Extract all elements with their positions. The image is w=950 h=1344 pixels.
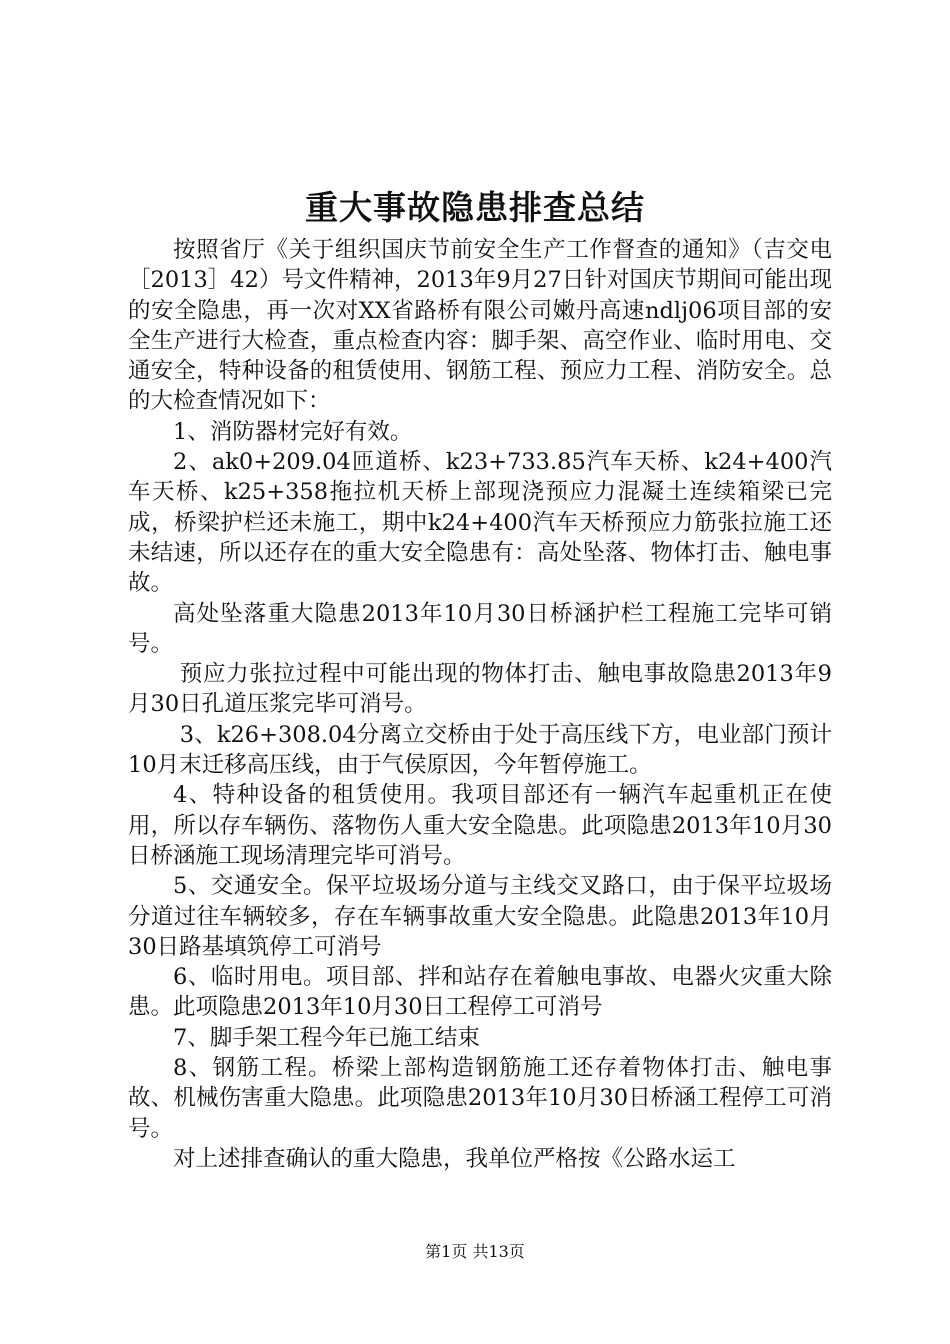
paragraph-fall-hazard: 高处坠落重大隐患2013年10月30日桥涵护栏工程施工完毕可销号。 bbox=[128, 600, 832, 657]
paragraph-item-8: 8、钢筋工程。桥梁上部构造钢筋施工还存着物体打击、触电事故、机械伤害重大隐患。此项隐患2013年10月30日桥涵工程停工可消号。 bbox=[128, 1055, 832, 1142]
paragraph-conclusion: 对上述排查确认的重大隐患，我单位严格按《公路水运工 bbox=[173, 1145, 736, 1172]
paragraph-item-2: 2、ak0+209.04匝道桥、k23+733.85汽车天桥、k24+400汽车天桥、k25+358拖拉机天桥上部现浇预应力混凝土连续箱梁已完成，桥梁护栏还未施工，期中k24+400汽车天桥预应力筋张拉施工还未结速，所以还存在的重大安全隐患有：高处坠落、物体打击、触电事故。 bbox=[128, 449, 832, 597]
document-body bbox=[128, 235, 832, 1174]
paragraph-item-4: 4、特种设备的租赁使用。我项目部还有一辆汽车起重机正在使用，所以存车辆伤、落物伤人重大安全隐患。此项隐患2013年10月30日桥涵施工现场清理完毕可消号。 bbox=[128, 782, 832, 869]
paragraph-item-6: 6、临时用电。项目部、拌和站存在着触电事故、电器火灾重大除患。此项隐患2013年10月30日工程停工可消号 bbox=[128, 964, 832, 1021]
paragraph-prestress-hazard: 预应力张拉过程中可能出现的物体打击、触电事故隐患2013年9月30日孔道压浆完毕可消号。 bbox=[128, 661, 832, 718]
paragraph-item-7: 7、脚手架工程今年已施工结束 bbox=[173, 1024, 480, 1051]
paragraph-intro: 按照省厅《关于组织国庆节前安全生产工作督查的通知》（吉交电［2013］42）号文件精神，2013年9月27日针对国庆节期间可能出现的安全隐患，再一次对XX省路桥有限公司嫩丹高速ndlj06项目部的安全生产进行大检查，重点检查内容：脚手架、高空作业、临时用电、交通安全，特种设备的租赁使用、钢筋工程、预应力工程、消防安全。总的大检查情况如下： bbox=[128, 237, 832, 415]
paragraph-item-3: 3、k26+308.04分离立交桥由于处于高压线下方，电业部门预计10月末迁移高压线，由于气侯原因，今年暂停施工。 bbox=[128, 721, 832, 779]
document-title: 重大事故隐患排查总结 bbox=[305, 188, 645, 227]
paragraph-item-1: 1、消防器材完好有效。 bbox=[173, 418, 413, 445]
page-number-footer: 第1页 共13页 bbox=[425, 1242, 525, 1261]
paragraph-item-5: 5、交通安全。保平垃圾场分道与主线交叉路口，由于保平垃圾场分道过往车辆较多，存在车辆事故重大安全隐患。此隐患2013年10月30日路基填筑停工可消号 bbox=[128, 873, 832, 960]
